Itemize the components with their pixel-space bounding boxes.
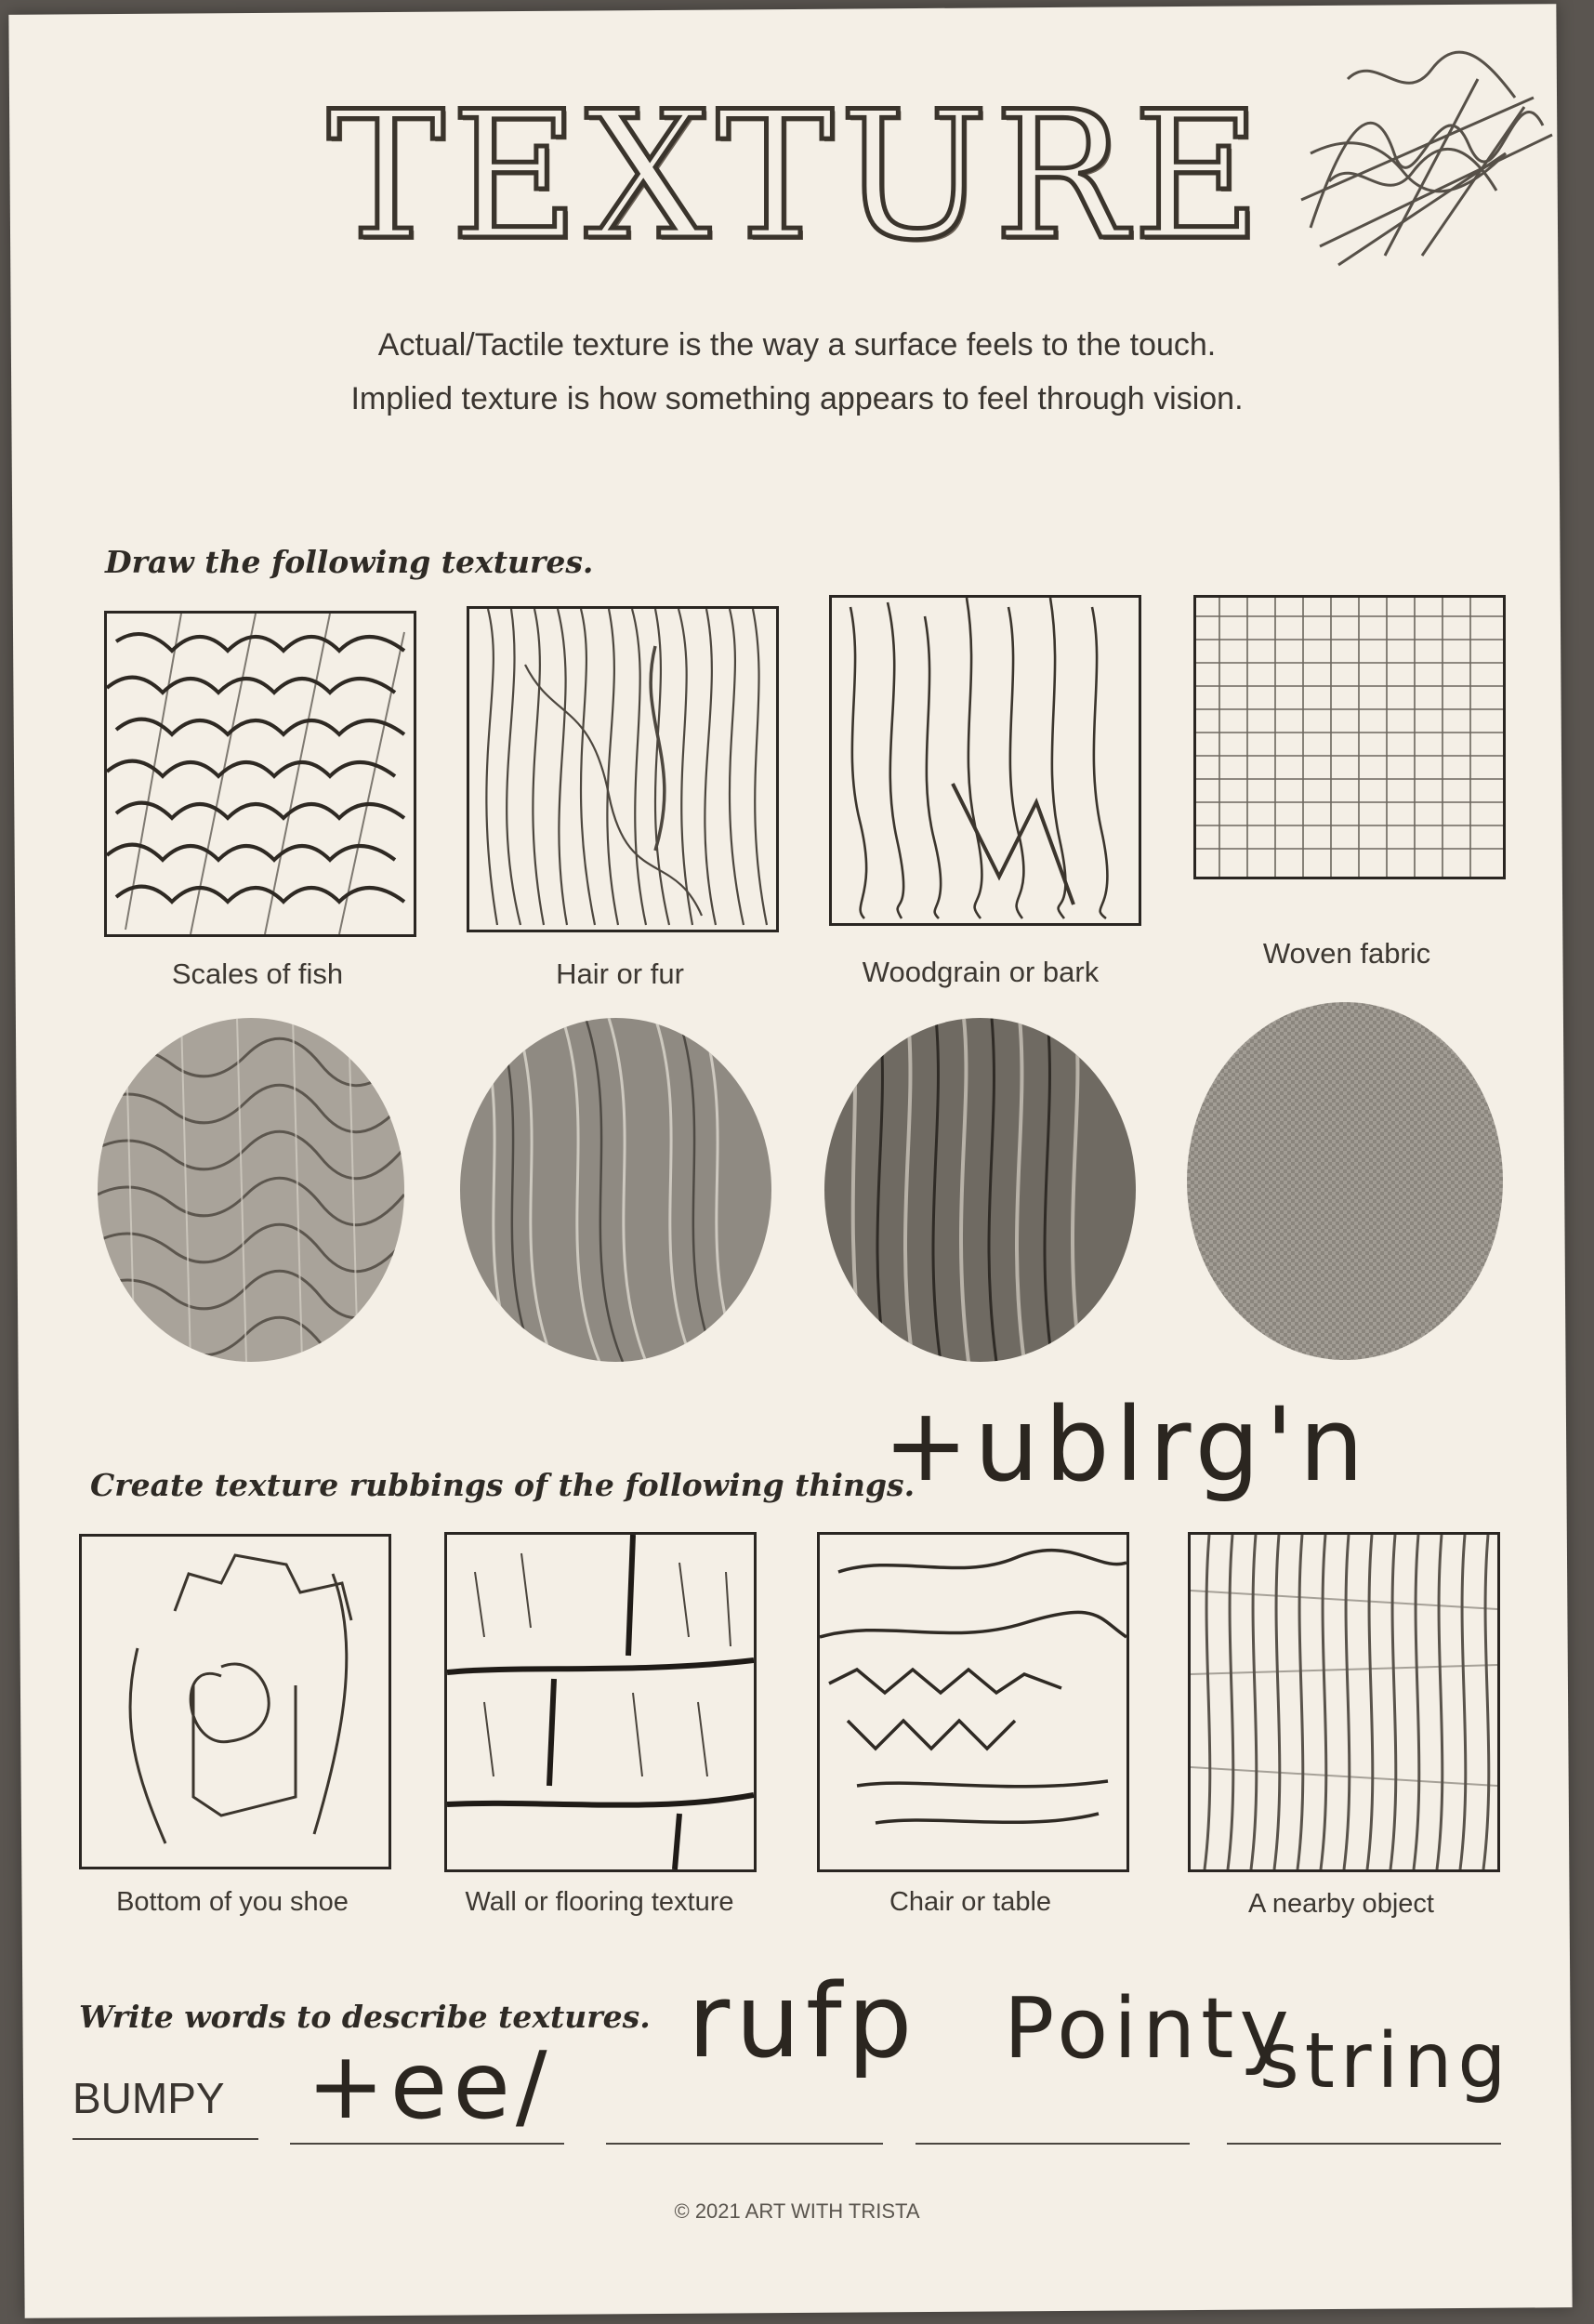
label-shoe: Bottom of you shoe bbox=[116, 1887, 349, 1917]
answer-line-1[interactable] bbox=[72, 2138, 258, 2140]
drawing-hair bbox=[469, 609, 776, 930]
answer-line-5[interactable] bbox=[1227, 2143, 1501, 2145]
rubbing-box-chair[interactable] bbox=[817, 1532, 1129, 1872]
rubbing-chair bbox=[820, 1535, 1126, 1869]
label-hair: Hair or fur bbox=[556, 957, 684, 990]
intro-line-1: Actual/Tactile texture is the way a surface feels to the touch. bbox=[377, 327, 1217, 363]
label-wall: Wall or flooring texture bbox=[465, 1887, 734, 1917]
answer-line-3[interactable] bbox=[606, 2143, 883, 2145]
label-bark: Woodgrain or bark bbox=[862, 956, 1100, 988]
title-scribble bbox=[1292, 42, 1561, 274]
section-heading-draw: Draw the following textures. bbox=[105, 544, 594, 580]
answer-word-3: rufp bbox=[688, 1961, 918, 2080]
label-woven-fabric: Woven fabric bbox=[1262, 937, 1431, 970]
rubbing-nearby-object bbox=[1191, 1535, 1497, 1869]
photo-bark bbox=[824, 1018, 1136, 1362]
drawing-woven-fabric bbox=[1196, 598, 1503, 877]
drawing-box-bark[interactable] bbox=[829, 595, 1141, 926]
handwritten-note: +ublrg'n bbox=[883, 1385, 1370, 1504]
drawing-bark bbox=[832, 598, 1139, 923]
rubbing-box-wall[interactable] bbox=[444, 1532, 757, 1872]
drawing-box-woven-fabric[interactable] bbox=[1193, 595, 1506, 879]
copyright-footer: © 2021 ART WITH TRISTA bbox=[674, 2199, 920, 2223]
answer-line-4[interactable] bbox=[916, 2143, 1190, 2145]
drawing-box-fish-scales[interactable] bbox=[104, 611, 416, 937]
rubbing-shoe bbox=[82, 1537, 389, 1867]
label-fish-scales: Scales of fish bbox=[171, 957, 344, 990]
label-nearby-object: A nearby object bbox=[1248, 1889, 1434, 1919]
answer-word-2: +ee/ bbox=[307, 2031, 553, 2140]
rubbing-wall bbox=[447, 1535, 754, 1869]
answer-line-2[interactable] bbox=[290, 2143, 564, 2145]
section-heading-rubbings: Create texture rubbings of the following things. bbox=[90, 1467, 916, 1503]
answer-printed-example: BUMPY bbox=[72, 2074, 225, 2122]
rubbing-box-nearby-object[interactable] bbox=[1188, 1532, 1500, 1872]
rubbing-box-shoe[interactable] bbox=[79, 1534, 391, 1869]
photo-hair bbox=[460, 1018, 771, 1362]
intro-line-2: Implied texture is how something appears to feel through vision. bbox=[350, 381, 1244, 416]
answer-word-5: string bbox=[1259, 2017, 1512, 2106]
drawing-box-hair[interactable] bbox=[467, 606, 779, 932]
section-heading-words: Write words to describe textures. bbox=[79, 1999, 651, 2035]
photo-woven-fabric bbox=[1187, 1002, 1503, 1360]
drawing-fish-scales bbox=[107, 614, 414, 934]
label-chair: Chair or table bbox=[889, 1887, 1052, 1917]
page-title: TEXTURE bbox=[326, 73, 1268, 279]
photo-fish-scales bbox=[98, 1018, 404, 1362]
answer-word-4: Pointy bbox=[1004, 1980, 1295, 2078]
